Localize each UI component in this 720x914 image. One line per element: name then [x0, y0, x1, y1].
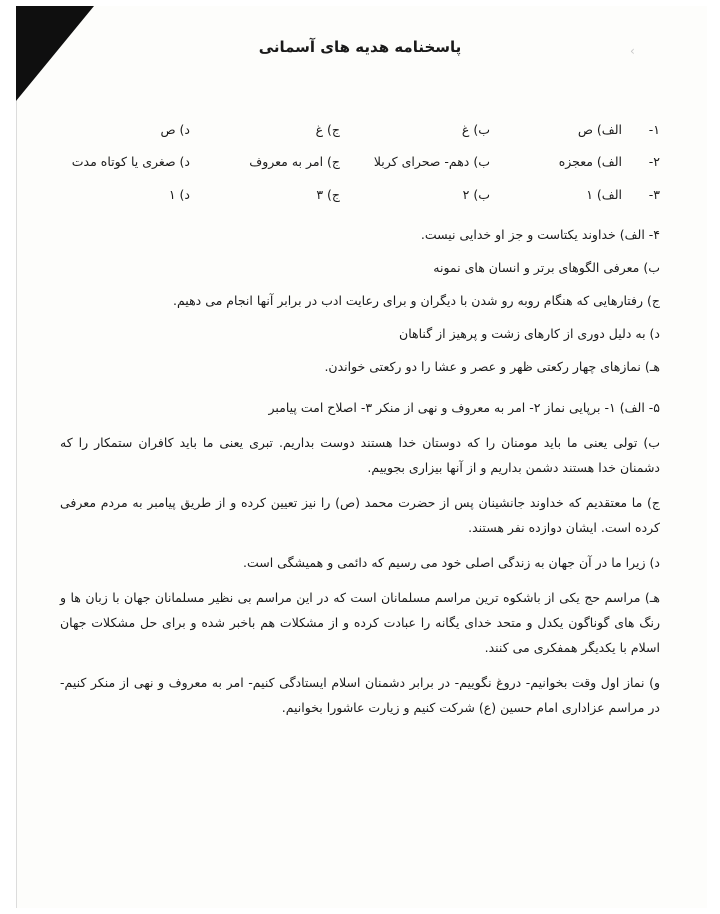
answer-d: د) ۱ [168, 187, 190, 202]
answer-c: ج) امر به معروف [249, 154, 340, 169]
question-4 [60, 222, 660, 379]
answer-b: ب) دهم- صحرای کربلا [373, 154, 490, 169]
answer-b: ب) غ [461, 122, 490, 137]
answer-row-3 [60, 187, 660, 207]
answer-a: الف) ص [577, 122, 622, 137]
question-number: ۳- [648, 187, 660, 202]
q5-answer-b: ب) تولی یعنی ما باید مومنان را که دوستان خدا هستند دوست بداریم. تبری یعنی ما باید کافران ستمکار را که دشمنان خدا هستند دشمن بداریم و از آنها بیزاری بجوییم. [60, 435, 660, 475]
q4-answer-b: ب) معرفی الگوهای برتر و انسان های نمونه [433, 260, 660, 275]
answer-b: ب) ۲ [462, 187, 490, 202]
scan-corner-shadow [16, 6, 94, 101]
page-title: پاسخنامه هدیه های آسمانی [258, 38, 462, 56]
q4-answer-c: ج) رفتارهایی که هنگام روبه رو شدن با دیگران و برای رعایت ادب در برابر آنها انجام می دهیم. [173, 293, 660, 308]
answer-row-2 [60, 154, 660, 174]
answer-d: د) ص [160, 122, 190, 137]
q4-answer-a: ۴- الف) خداوند یکتاست و جز او خدایی نیست. [420, 227, 660, 242]
question-5 [60, 395, 660, 720]
q4-answer-d: د) به دلیل دوری از کارهای زشت و پرهیز از گناهان [399, 326, 660, 341]
answer-a: الف) معجزه [558, 154, 622, 169]
answer-row-1 [60, 122, 660, 142]
question-number: ۱- [648, 122, 660, 137]
scan-margin-mark: ‹ [630, 44, 635, 58]
answer-a: الف) ۱ [586, 187, 622, 202]
q4-answer-e: هـ) نمازهای چهار رکعتی ظهر و عصر و عشا را دو رکعتی خواندن. [324, 359, 660, 374]
q5-answer-c: ج) ما معتقدیم که خداوند جانشینان پس از حضرت محمد (ص) را نیز تعیین کرده و از طریق پیامبر به مردم معرفی کرده است. ایشان دوازده نفر هستند. [60, 495, 660, 535]
q5-answer-f: و) نماز اول وقت بخوانیم- دروغ نگوییم- در برابر دشمنان اسلام ایستادگی کنیم- امر به معروف و نهی از منکر کنیم- در مراسم عزاداری امام حسین (ع) شرکت کنیم و زیارت عاشورا بخوانیم. [60, 675, 660, 715]
answer-c: ج) ۳ [316, 187, 340, 202]
q5-answer-e: هـ) مراسم حج یکی از باشکوه ترین مراسم مسلمانان است که در این مراسم بی نظیر مسلمانان جهان با زبان ها و رنگ های گوناگون یکدل و متحد خدای یگانه را عبادت کرده و از مشکلات هم باخبر شده و برای حل مشکلات جهان اسلام با یکدیگر همفکری می کنند. [60, 590, 660, 655]
q5-answer-d: د) زیرا ما در آن جهان به زندگی اصلی خود می رسیم که دائمی و همیشگی است. [243, 555, 660, 570]
question-number: ۲- [648, 154, 660, 169]
answer-d: د) صغری یا کوتاه مدت [71, 154, 190, 169]
q5-answer-a: ۵- الف) ۱- برپایی نماز ۲- امر به معروف و نهی از منکر ۳- اصلاح امت پیامبر [268, 400, 660, 415]
answer-c: ج) غ [315, 122, 340, 137]
